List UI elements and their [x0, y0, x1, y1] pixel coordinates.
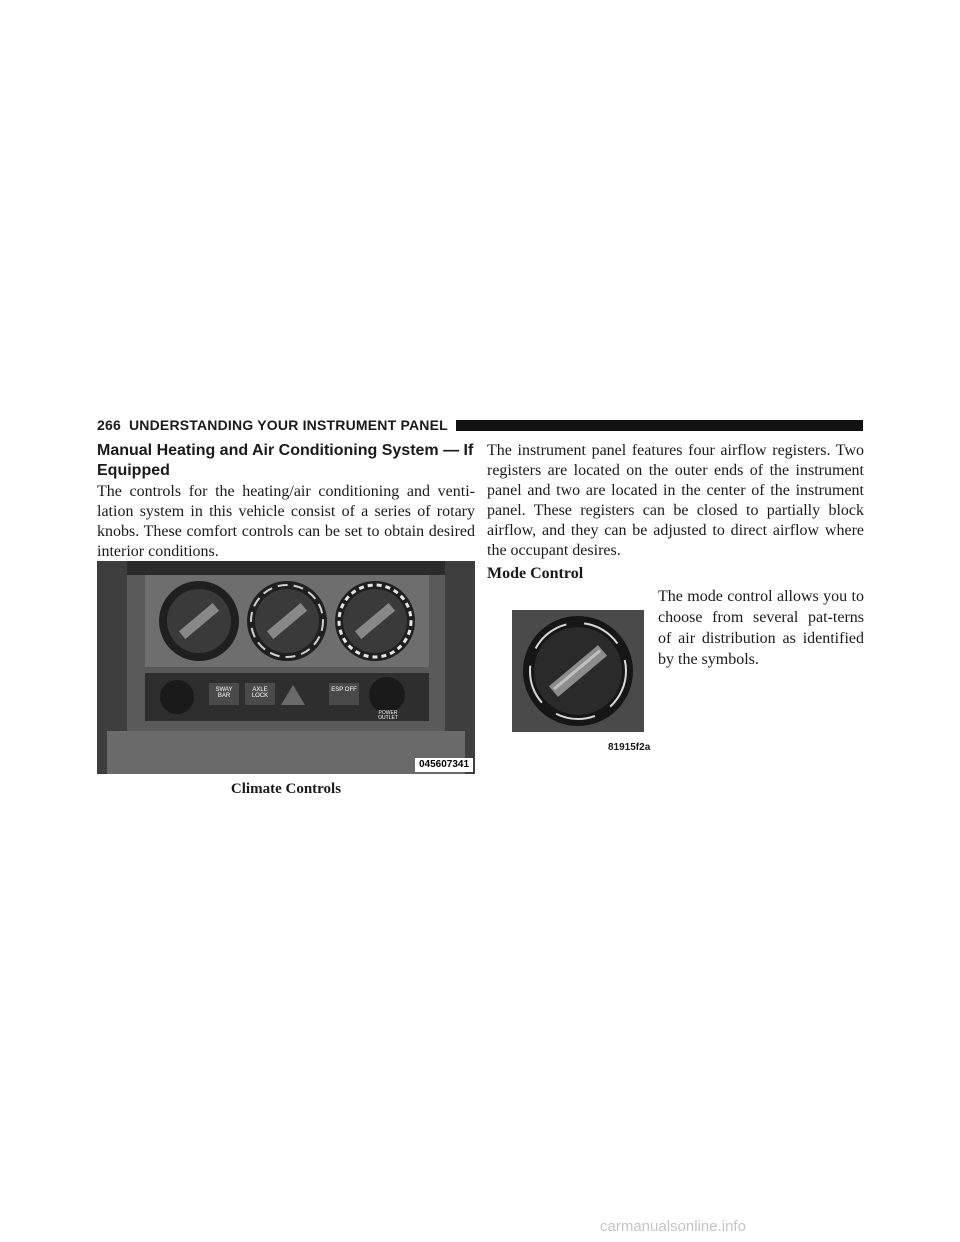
mode-figure-code: 81915f2a — [608, 742, 651, 753]
climate-controls-illustration — [97, 561, 475, 774]
switch-label-esp-off: ESP OFF — [331, 687, 357, 693]
figure-code-main: 045607341 — [418, 759, 470, 770]
mode-control-text: The mode control allows you to choose from several pat-terns of air distribution as identified by the symbols. — [658, 588, 864, 668]
page-number: 266 — [97, 417, 121, 433]
intro-paragraph: The controls for the heating/air conditioning and venti-lation system in this vehicle consist of a series of rotary knobs. These comfort controls can be set to obtain desired interior conditions. — [97, 483, 475, 560]
mode-control-knob-figure — [512, 610, 644, 732]
climate-controls-figure — [97, 561, 475, 774]
section-heading: Manual Heating and Air Conditioning System — If Equipped — [97, 442, 474, 479]
page-header — [97, 415, 863, 435]
mode-control-heading: Mode Control — [487, 565, 584, 582]
chapter-title: UNDERSTANDING YOUR INSTRUMENT PANEL — [128, 417, 448, 433]
registers-paragraph: The instrument panel features four airflow registers. Two registers are located on the outer ends of the instrument panel and two are located in the center of the instrument panel. These registers can be closed to partially block airflow, and they can be adjusted to direct airflow where the occupant desires. — [487, 442, 864, 559]
mode-knob-illustration — [512, 610, 644, 732]
switch-label-power-outlet: POWER OUTLET — [378, 710, 398, 721]
switch-label-sway-bar: SWAY BAR — [215, 687, 233, 699]
watermark: carmanualsonline.info — [600, 1218, 746, 1235]
header-rule — [456, 420, 863, 431]
switch-label-axle-lock: AXLE LOCK — [251, 687, 269, 699]
figure-caption: Climate Controls — [230, 781, 342, 797]
